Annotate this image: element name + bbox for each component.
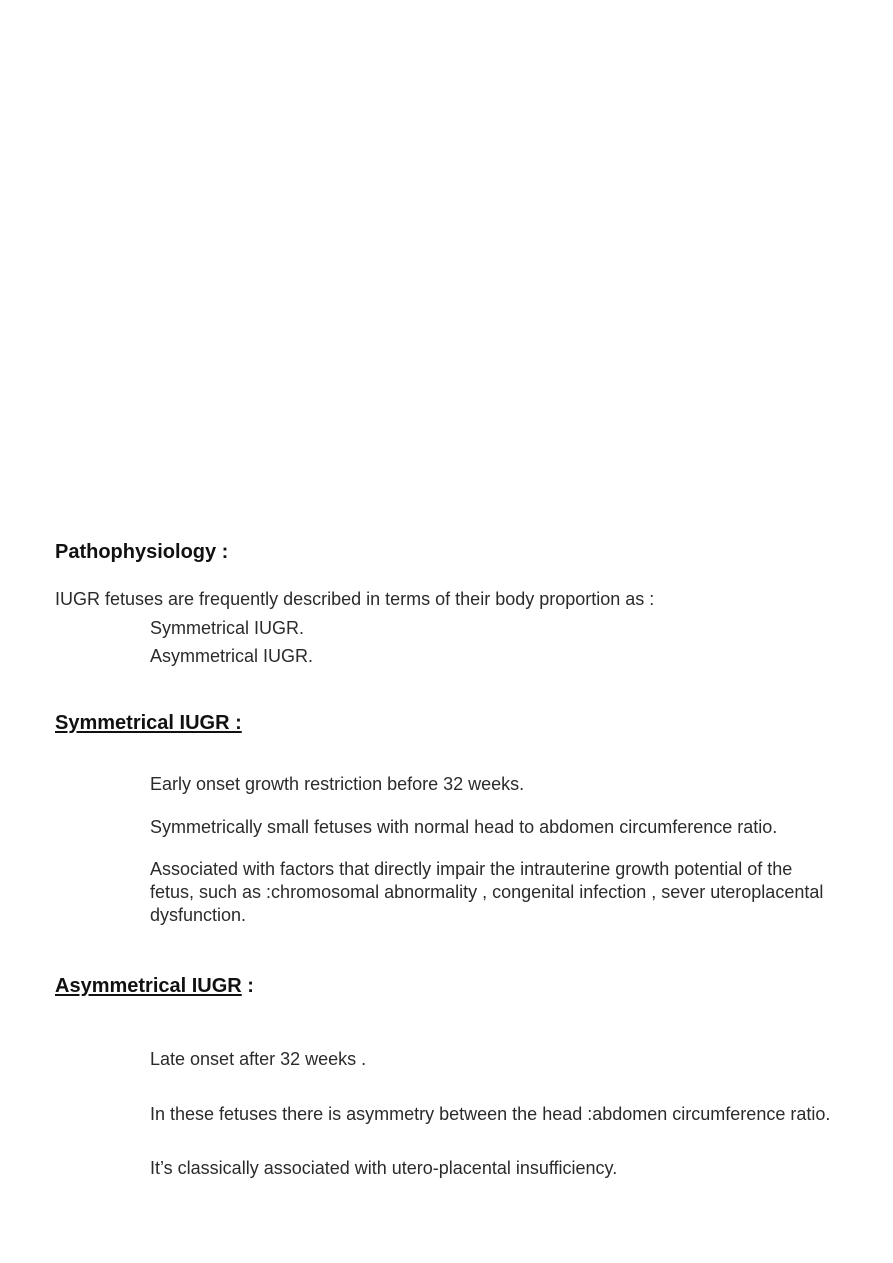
asymmetrical-point-ratio: In these fetuses there is asymmetry between the head :abdomen circumference ratio. [150,1104,831,1124]
symmetrical-heading [55,712,242,735]
asymmetrical-heading-suffix: : [241,975,254,997]
symmetrical-heading-text: Symmetrical IUGR : [55,712,242,734]
symmetrical-point-causes: Associated with factors that directly impair the intrauterine growth potential of the fetus, such as :chromosomal abnormality , congenital infection , sever uteroplacental dysfunction. [150,859,824,925]
pathophysiology-intro: IUGR fetuses are frequently described in terms of their body proportion as : [55,589,655,609]
asymmetrical-point-insufficiency: It’s classically associated with utero-placental insufficiency. [150,1158,618,1178]
symmetrical-point-onset: Early onset growth restriction before 32 weeks. [150,774,525,794]
asymmetrical-heading [55,975,254,998]
type-item-symmetrical: Symmetrical IUGR. [150,618,305,638]
symmetrical-point-proportion: Symmetrically small fetuses with normal head to abdomen circumference ratio. [150,817,778,837]
asymmetrical-point-onset: Late onset after 32 weeks . [150,1049,367,1069]
asymmetrical-heading-text: Asymmetrical IUGR [55,975,242,997]
pathophysiology-heading: Pathophysiology : [55,541,229,563]
type-item-asymmetrical: Asymmetrical IUGR. [150,646,314,666]
